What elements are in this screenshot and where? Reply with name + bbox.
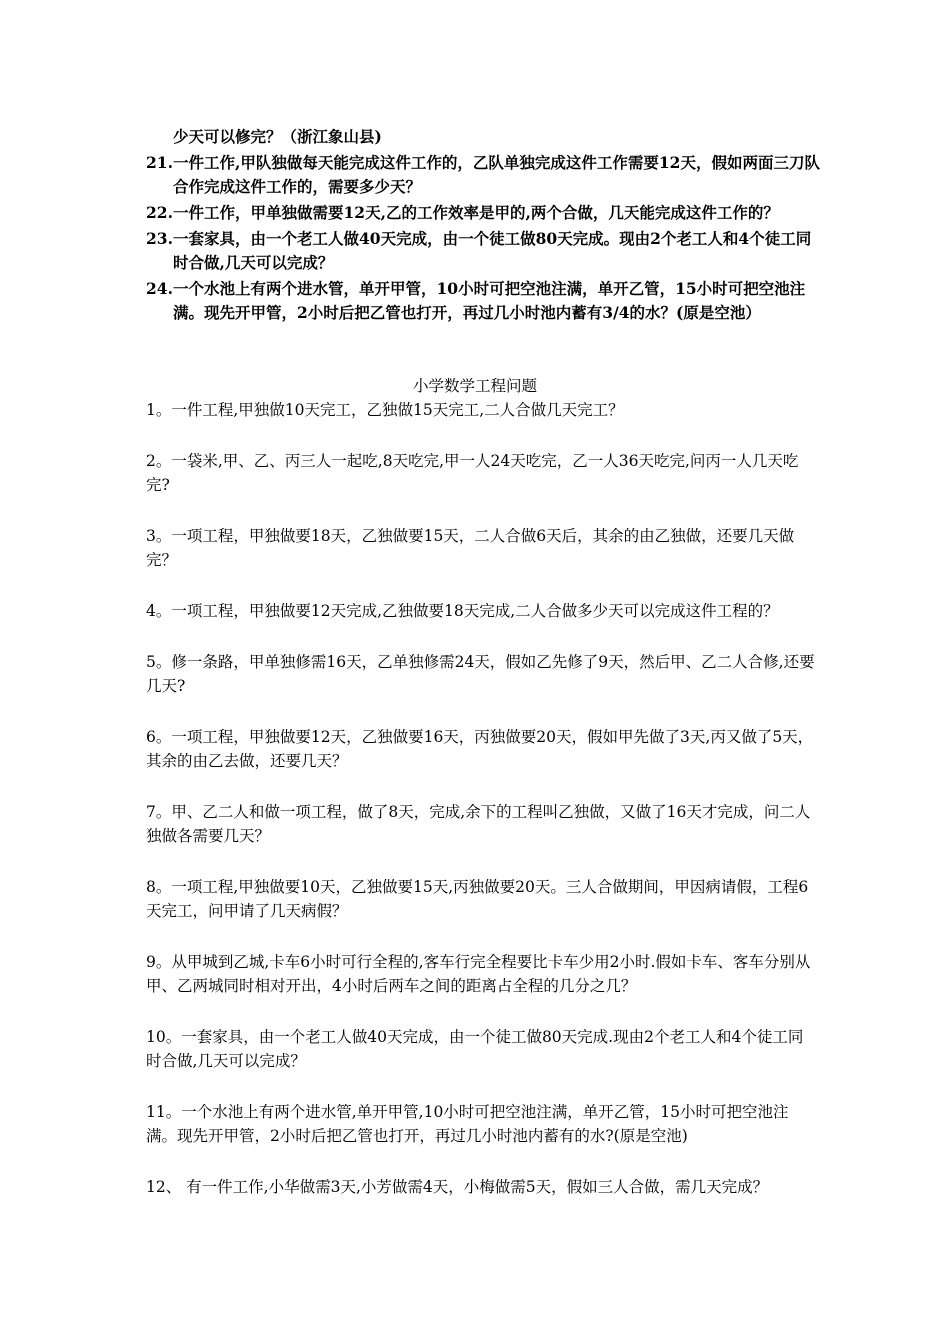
problem-number: 24. — [146, 279, 173, 298]
problem-text: 一件工作，甲单独做需要12天,乙的工作效率是甲的,两个合做，几天能完成这件工作的？ — [173, 203, 779, 222]
section-title: 小学数学工程问题 — [412, 377, 537, 395]
problem-text: 一个水池上有两个进水管，单开甲管，10小时可把空池注满，单开乙管，15小时可把空池注满。现先开甲管，2小时后把乙管也打开，再过几小时池内蓄有3/4的水？(原是空池） — [173, 279, 806, 322]
problem-item: 1。一件工程,甲独做10天完工，乙独做15天完工,二人合做几天完工？ — [146, 401, 624, 419]
bold-problem-23 — [146, 227, 826, 275]
problem-number: 21. — [146, 153, 173, 172]
problem-item: 8。一项工程,甲独做要10天，乙独做要15天,丙独做要20天。三人合做期间，甲因病请假，工程6天完工，问甲请了几天病假？ — [146, 878, 809, 920]
bold-problem-24 — [146, 277, 826, 325]
problem-item: 7。甲、乙二人和做一项工程，做了8天，完成,余下的工程叫乙独做，又做了16天才完成，问二人独做各需要几天？ — [146, 803, 811, 845]
problem-item: 3。一项工程，甲独做要18天，乙独做要15天，二人合做6天后，其余的由乙独做，还要几天做完？ — [146, 527, 795, 569]
problem-item: 11。一个水池上有两个进水管,单开甲管,10小时可把空池注满，单开乙管，15小时可把空池注满。现先开甲管，2小时后把乙管也打开，再过几小时池内蓄有的水?(原是空池) — [146, 1103, 789, 1145]
problem-number: 22. — [146, 203, 173, 222]
problem-text: 一件工作,甲队独做每天能完成这件工作的，乙队单独完成这件工作需要12天，假如两面三刀队合作完成这件工作的，需要多少天？ — [173, 153, 820, 196]
bold-problem-22 — [146, 201, 826, 225]
problem-number: 23. — [146, 229, 173, 248]
problem-item: 10。一套家具，由一个老工人做40天完成，由一个徒工做80天完成.现由2个老工人和4个徒工同时合做,几天可以完成？ — [146, 1028, 804, 1070]
problem-item: 6。一项工程，甲独做要12天，乙独做要16天，丙独做要20天，假如甲先做了3天,丙又做了5天，其余的由乙去做，还要几天？ — [146, 728, 814, 770]
problem-item: 5。修一条路，甲单独修需16天，乙单独修需24天，假如乙先修了9天，然后甲、乙二人合修,还要几天? — [146, 653, 815, 695]
continuation-text: 少天可以修完？（浙江象山县) — [173, 127, 382, 146]
problem-item: 4。一项工程，甲独做要12天完成,乙独做要18天完成,二人合做多少天可以完成这件工程的？ — [146, 602, 779, 620]
problem-list — [146, 398, 816, 1226]
problem-item: 12、 有一件工作,小华做需3天,小芳做需4天，小梅做需5天，假如三人合做，需几天完成？ — [146, 1178, 769, 1196]
bold-problem-21 — [146, 151, 826, 199]
problem-item: 9。从甲城到乙城,卡车6小时可行全程的,客车行完全程要比卡车少用2小时.假如卡车、客车分别从甲、乙两城同时相对开出，4小时后两车之间的距离占全程的几分之几？ — [146, 953, 811, 995]
problem-item: 2。一袋米,甲、乙、丙三人一起吃,8天吃完,甲一人24天吃完，乙一人36天吃完,问丙一人几天吃完? — [146, 452, 799, 494]
continuation-line — [146, 125, 826, 149]
bold-problem-list — [146, 125, 826, 327]
problem-text: 一套家具，由一个老工人做40天完成，由一个徒工做80天完成。现由2个老工人和4个徒工同时合做,几天可以完成？ — [173, 229, 812, 272]
